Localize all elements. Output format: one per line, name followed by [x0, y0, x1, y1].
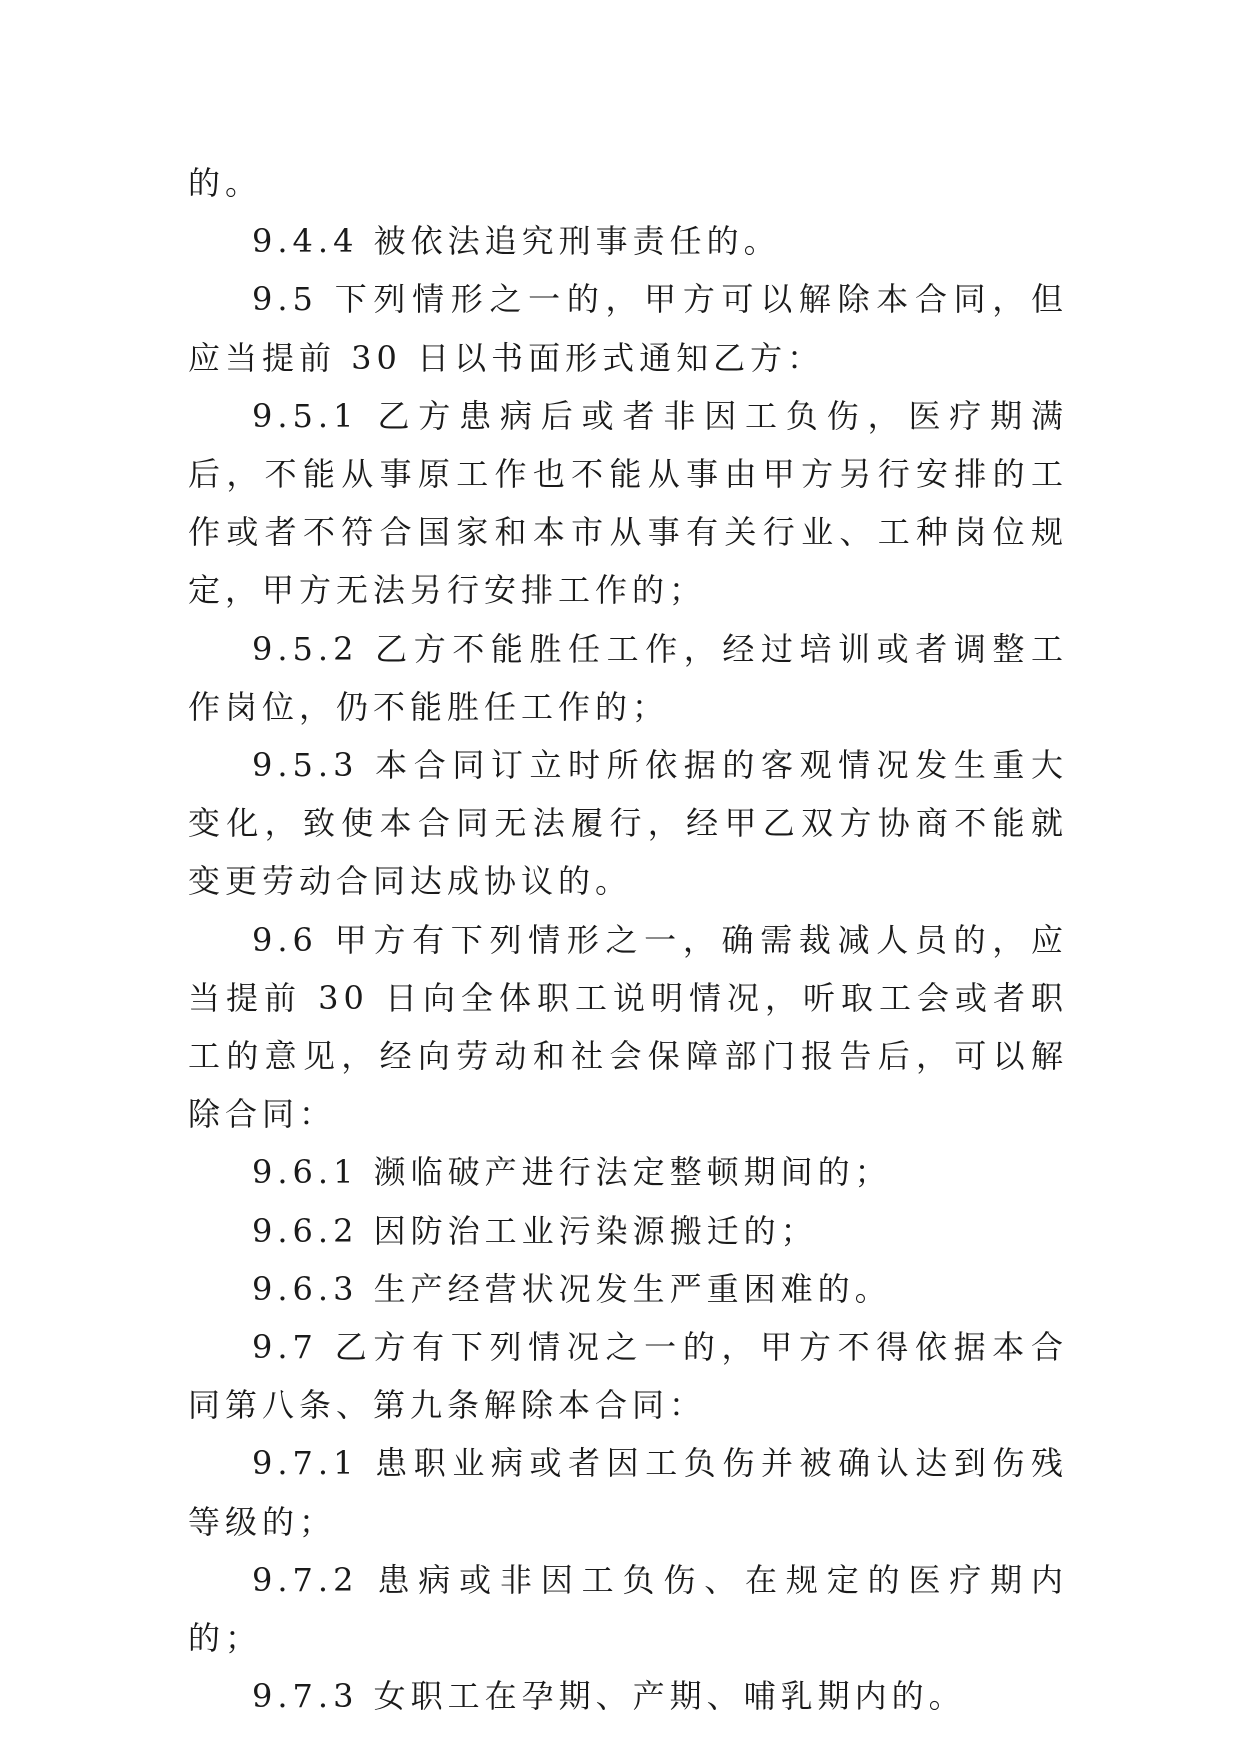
paragraph-9-5: 9.5 下列情形之一的，甲方可以解除本合同，但应当提前 30 日以书面形式通知乙方： — [188, 280, 1068, 377]
paragraph-9-6-3: 9.6.3 生产经营状况发生严重困难的。 — [252, 1269, 892, 1308]
paragraph-9-5-1: 9.5.1 乙方患病后或者非因工负伤，医疗期满后，不能从事原工作也不能从事由甲方另行安排的工作或者不符合国家和本市从事有关行业、工种岗位规定，甲方无法另行安排工作的； — [188, 396, 1068, 610]
document-body — [188, 154, 1068, 1725]
paragraph-9-6: 9.6 甲方有下列情形之一，确需裁减人员的，应当提前 30 日向全体职工说明情况，听取工会或者职工的意见，经向劳动和社会保障部门报告后，可以解除合同： — [188, 920, 1068, 1134]
paragraph-9-7-2: 9.7.2 患病或非因工负伤、在规定的医疗期内的； — [188, 1560, 1068, 1658]
paragraph-9-5-3: 9.5.3 本合同订立时所依据的客观情况发生重大变化，致使本合同无法履行，经甲乙双方协商不能就变更劳动合同达成协议的。 — [188, 746, 1068, 901]
paragraph-9-7-1: 9.7.1 患职业病或者因工负伤并被确认达到伤残等级的； — [188, 1444, 1068, 1541]
paragraph-continuation: 的。 — [188, 164, 263, 202]
paragraph-9-6-1: 9.6.1 濒临破产进行法定整顿期间的； — [252, 1153, 892, 1192]
paragraph-9-5-2: 9.5.2 乙方不能胜任工作，经过培训或者调整工作岗位，仍不能胜任工作的； — [188, 629, 1068, 726]
paragraph-9-4-4: 9.4.4 被依法追究刑事责任的。 — [252, 222, 781, 261]
paragraph-9-7-3: 9.7.3 女职工在孕期、产期、哺乳期内的。 — [252, 1677, 966, 1716]
paragraph-9-7: 9.7 乙方有下列情况之一的，甲方不得依据本合同第八条、第九条解除本合同： — [188, 1328, 1068, 1425]
paragraph-9-6-2: 9.6.2 因防治工业污染源搬迁的； — [252, 1211, 818, 1250]
